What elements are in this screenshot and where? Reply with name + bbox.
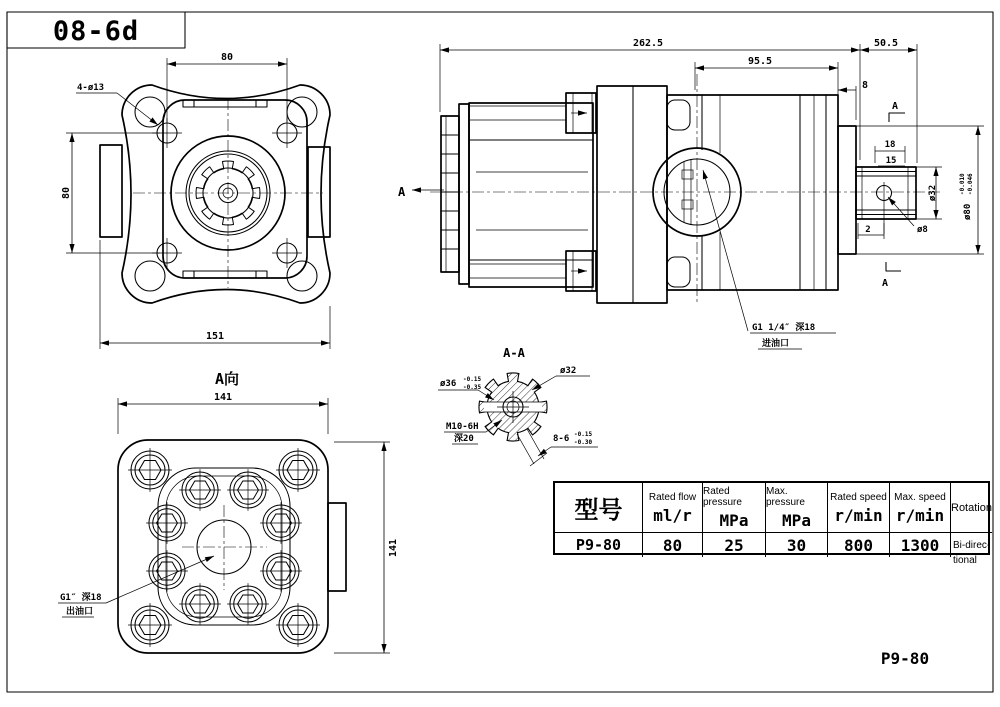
dim-shaft-dia: ø32 — [928, 184, 938, 202]
inlet-port-label — [703, 170, 836, 349]
spline-shaft — [856, 167, 916, 219]
cover-bolt — [146, 550, 188, 592]
dim-pin-dia: ø8 — [917, 225, 928, 235]
spec-table — [553, 481, 992, 566]
dim-141-top: 141 — [213, 392, 233, 403]
section-mark-left: A — [398, 185, 406, 199]
front-housing — [653, 74, 838, 302]
cover-bolt — [179, 469, 221, 511]
svg-text:-0.30: -0.30 — [574, 439, 593, 446]
col-header-rated-pressure: Rated pressure MPa — [702, 483, 765, 533]
rotation-overflow-text: tional — [953, 555, 977, 566]
flange-outline — [122, 85, 330, 303]
cell-rated-speed: 800 — [827, 533, 889, 557]
through-bolt-top — [470, 93, 596, 133]
col-header-rated-speed: Rated speed r/min — [827, 483, 889, 533]
outlet-port-label — [58, 556, 214, 617]
dim-18: 18 — [884, 140, 896, 150]
bolt-holes-label: 4-ø13 — [77, 83, 105, 93]
sheet-frame — [7, 12, 993, 692]
section-mark-top: A — [892, 101, 899, 112]
col-header-max-speed: Max. speed r/min — [889, 483, 950, 533]
col-header-rated-flow: Rated flow ml/r — [642, 483, 702, 533]
cell-max-speed: 1300 — [889, 533, 950, 557]
front-view — [61, 52, 330, 388]
rear-cover-plate — [158, 468, 290, 625]
label-spline-spec: 8-6 — [553, 434, 570, 444]
rear-cover — [441, 104, 469, 284]
cover-bolt — [227, 469, 269, 511]
rear-plate — [118, 440, 328, 653]
svg-text:进油口: 进油口 — [762, 339, 790, 349]
cell-model: P9-80 — [575, 536, 622, 554]
dim-95-5: 95.5 — [747, 56, 773, 67]
cover-bolt — [146, 502, 188, 544]
thread-slot — [517, 434, 534, 464]
section-marks — [398, 101, 905, 289]
dim-80-top: 80 — [220, 52, 234, 63]
cover-bolt — [260, 550, 302, 592]
drawing-number: 08-6d — [52, 16, 140, 47]
col-header-model: 型号 — [555, 483, 642, 533]
mounting-flange — [597, 86, 667, 303]
dim-262-5: 262.5 — [632, 38, 664, 49]
svg-text:ø80: ø80 — [963, 203, 973, 220]
section-mark-bottom: A — [882, 278, 889, 289]
part-number: P9-80 — [880, 649, 930, 668]
rear-view — [58, 392, 399, 653]
corner-bolt — [276, 448, 320, 492]
side-view — [398, 38, 984, 349]
label-thread: M10-6H — [446, 422, 479, 432]
col-header-max-pressure: Max. pressure MPa — [765, 483, 827, 533]
section-view-aa — [438, 346, 598, 466]
dim-151: 151 — [205, 331, 225, 342]
label-dia36: ø36 — [440, 379, 457, 389]
dim-15: 15 — [885, 156, 897, 166]
dim-2: 2 — [865, 225, 871, 235]
pump-body — [469, 103, 593, 287]
cell-max-pressure: 30 — [765, 533, 827, 557]
pilot-spigot — [838, 126, 856, 254]
dim-8: 8 — [862, 80, 869, 91]
label-dia32: ø32 — [560, 366, 577, 376]
svg-text:-0.046: -0.046 — [967, 173, 974, 195]
cell-rated-pressure: 25 — [702, 533, 765, 557]
svg-text:-0.15: -0.15 — [463, 376, 482, 383]
svg-text:G1 1/4″ 深18: G1 1/4″ 深18 — [752, 323, 816, 333]
cover-bolt — [260, 502, 302, 544]
label-thread-depth: 深20 — [454, 434, 474, 444]
left-port-boss — [100, 145, 122, 237]
view-a-label: A向 — [214, 370, 240, 388]
svg-text:出油口: 出油口 — [66, 607, 94, 617]
section-title: A-A — [503, 346, 525, 360]
right-port-boss — [308, 147, 330, 237]
svg-text:G1″ 深18: G1″ 深18 — [60, 593, 102, 603]
dim-pilot-dia — [959, 173, 974, 220]
svg-text:-0.010: -0.010 — [959, 173, 966, 195]
rear-side-boss — [328, 503, 346, 591]
through-bolt-bottom — [470, 251, 596, 291]
svg-text:-0.35: -0.35 — [463, 384, 482, 391]
col-header-rotation: Rotation — [950, 483, 992, 533]
cell-rotation: Bi-direc- tional — [950, 533, 992, 557]
cover-bolt — [227, 583, 269, 625]
dim-50-5: 50.5 — [873, 38, 899, 49]
dim-141-right: 141 — [388, 538, 399, 558]
cover-bolt — [179, 583, 221, 625]
dim-80-left: 80 — [61, 186, 72, 200]
cell-rated-flow: 80 — [642, 533, 702, 557]
corner-bolt — [128, 448, 172, 492]
svg-text:-0.15: -0.15 — [574, 431, 593, 438]
